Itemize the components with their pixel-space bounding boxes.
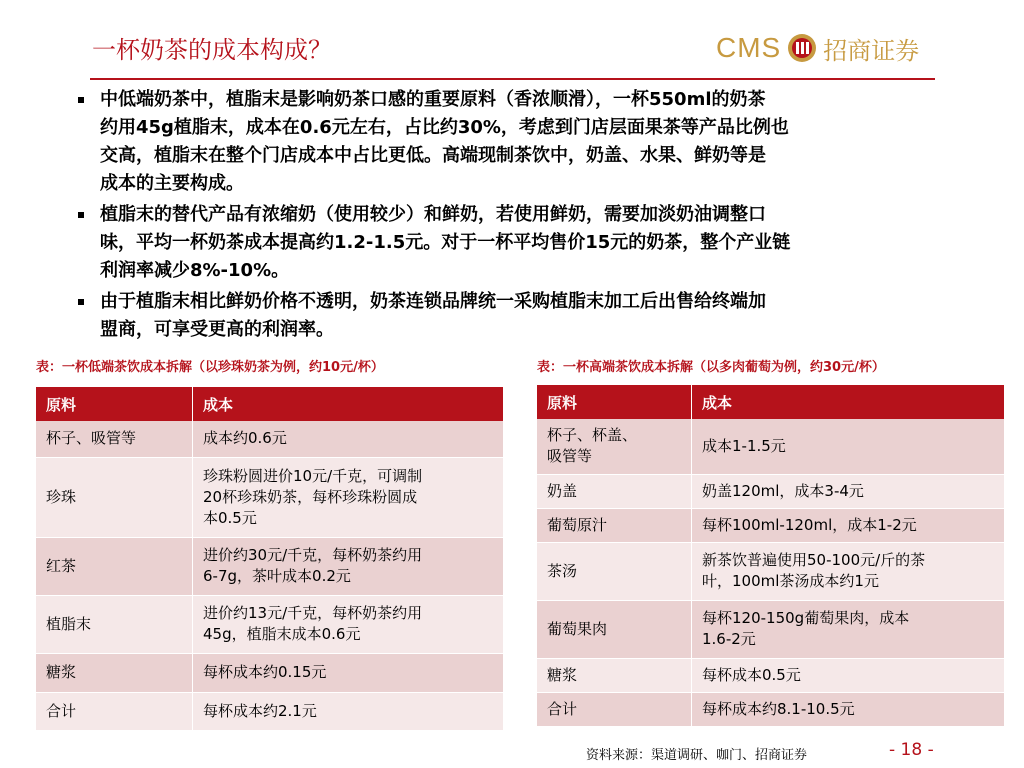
page-title: 一杯奶茶的成本构成？ xyxy=(92,36,332,64)
material-cell: 杯子、吸管等 xyxy=(36,421,193,457)
cost-line: 每杯成本约2.1元 xyxy=(203,701,317,720)
table-row xyxy=(36,421,504,457)
material-cell: 合计 xyxy=(36,692,193,730)
cost-line: 每杯成本约0.15元 xyxy=(203,663,327,681)
material-cell xyxy=(537,692,692,726)
cost-line: 20杯珍珠奶茶，每杯珍珠粉圆成 xyxy=(203,487,418,506)
bullet-line: 盟商，可享受更高的利润率。 xyxy=(100,319,334,340)
material-cell: 珍珠 xyxy=(36,457,193,537)
cost-line: 每杯成本0.5元 xyxy=(702,665,801,684)
material-cell xyxy=(537,542,692,600)
bullet-line: 约用45g植脂末，成本在0.6元左右，占比约30%，考虑到门店层面果茶等产品比例也 xyxy=(100,117,789,138)
bullet-item xyxy=(78,201,958,285)
cost-line: 珍珠粉圆进价10元/千克，可调制 xyxy=(203,466,423,485)
cost-line: 奶盖120ml，成本3-4元 xyxy=(702,481,864,500)
page-number: - 18 - xyxy=(889,740,934,760)
cost-cell xyxy=(193,457,504,537)
table-row xyxy=(537,600,1005,658)
table-row xyxy=(537,692,1005,726)
cost-cell xyxy=(692,508,1005,542)
header-divider xyxy=(90,78,935,80)
cost-cell xyxy=(692,600,1005,658)
brand-logo xyxy=(716,30,919,66)
table-row xyxy=(36,595,504,653)
cost-line: 6-7g，茶叶成本0.2元 xyxy=(203,567,351,585)
cost-line: 叶，100ml茶汤成本约1元 xyxy=(702,572,879,590)
right-header-material: 原料 xyxy=(537,385,692,419)
material-cell xyxy=(537,658,692,692)
cost-line: 进价约13元/千克，每杯奶茶约用 xyxy=(203,604,423,622)
cost-cell xyxy=(193,692,504,730)
bullet-line: 交高，植脂末在整个门店成本中占比更低。高端现制茶饮中，奶盖、水果、鲜奶等是 xyxy=(100,145,766,166)
material-line: 葡萄原汁 xyxy=(547,515,608,534)
cost-line: 每杯成本约8.1-10.5元 xyxy=(702,699,855,718)
cost-cell xyxy=(692,692,1005,726)
cost-cell xyxy=(193,653,504,692)
material-line: 茶汤 xyxy=(547,561,578,580)
bullet-line: 植脂末的替代产品有浓缩奶（使用较少）和鲜奶，若使用鲜奶，需要加淡奶油调整口 xyxy=(100,204,766,225)
right-header-cost: 成本 xyxy=(692,385,1005,419)
bullet-item xyxy=(78,86,958,198)
cost-line: 本0.5元 xyxy=(203,508,257,527)
cost-line: 成本约0.6元 xyxy=(203,429,287,448)
bullet-line: 味，平均一杯奶茶成本提高约1.2-1.5元。对于一杯平均售价15元的奶茶，整个产业链 xyxy=(100,232,791,253)
material-cell: 红茶 xyxy=(36,537,193,595)
table-row xyxy=(36,457,504,537)
cost-line: 每杯120-150g葡萄果肉，成本 xyxy=(702,609,910,627)
bullet-line: 由于植脂末相比鲜奶价格不透明，奶茶连锁品牌统一采购植脂末加工后出售给终端加 xyxy=(100,291,766,312)
material-cell xyxy=(537,508,692,542)
table-row xyxy=(36,692,504,730)
cost-line: 成本1-1.5元 xyxy=(702,436,786,455)
cost-cell xyxy=(692,542,1005,600)
cost-cell xyxy=(692,474,1005,508)
right-table-caption: 表：一杯高端茶饮成本拆解（以多肉葡萄为例，约30元/杯） xyxy=(537,360,885,375)
bullet-square-icon xyxy=(78,212,84,218)
material-cell xyxy=(537,419,692,474)
table-row xyxy=(36,537,504,595)
logo-cn-text: 招商证券 xyxy=(823,36,920,65)
bullet-square-icon xyxy=(78,97,84,103)
cost-line: 45g，植脂末成本0.6元 xyxy=(203,625,361,643)
table-row xyxy=(537,658,1005,692)
material-line: 合计 xyxy=(547,699,578,718)
material-line: 奶盖 xyxy=(547,481,578,500)
left-table-caption: 表：一杯低端茶饮成本拆解（以珍珠奶茶为例，约10元/杯） xyxy=(36,360,384,375)
left-header-cost: 成本 xyxy=(193,387,504,421)
cost-line: 进价约30元/千克，每杯奶茶约用 xyxy=(203,546,423,564)
bullet-line: 利润率减少8%-10%。 xyxy=(100,260,290,281)
bullet-list xyxy=(78,86,958,347)
cost-line: 每杯100ml-120ml，成本1-2元 xyxy=(702,515,917,534)
cost-cell xyxy=(193,537,504,595)
left-header-material: 原料 xyxy=(36,387,193,421)
material-cell xyxy=(537,600,692,658)
bullet-item xyxy=(78,288,958,344)
left-cost-table xyxy=(36,387,504,731)
logo-emblem-icon xyxy=(787,33,817,63)
right-cost-table xyxy=(537,385,1005,727)
bullet-line: 中低端奶茶中，植脂末是影响奶茶口感的重要原料（香浓顺滑），一杯550ml的奶茶 xyxy=(100,89,766,110)
material-line: 杯子、杯盖、 xyxy=(547,426,638,445)
cost-line: 1.6-2元 xyxy=(702,630,756,648)
material-line: 吸管等 xyxy=(547,447,593,466)
logo-cms-text: CMS xyxy=(716,32,782,63)
bullet-square-icon xyxy=(78,299,84,305)
source-note: 资料来源：渠道调研、咖门、招商证券 xyxy=(586,748,808,763)
table-row xyxy=(537,419,1005,474)
cost-cell xyxy=(692,658,1005,692)
table-row xyxy=(36,653,504,692)
material-line: 糖浆 xyxy=(547,665,578,684)
material-cell: 糖浆 xyxy=(36,653,193,692)
bullet-line: 成本的主要构成。 xyxy=(100,173,244,194)
material-cell: 植脂末 xyxy=(36,595,193,653)
material-line: 葡萄果肉 xyxy=(547,619,608,638)
cost-cell xyxy=(193,421,504,457)
cost-cell xyxy=(193,595,504,653)
table-row xyxy=(537,474,1005,508)
cost-line: 新茶饮普遍使用50-100元/斤的茶 xyxy=(702,551,926,569)
table-row xyxy=(537,542,1005,600)
cost-cell xyxy=(692,419,1005,474)
table-row xyxy=(537,508,1005,542)
material-cell xyxy=(537,474,692,508)
